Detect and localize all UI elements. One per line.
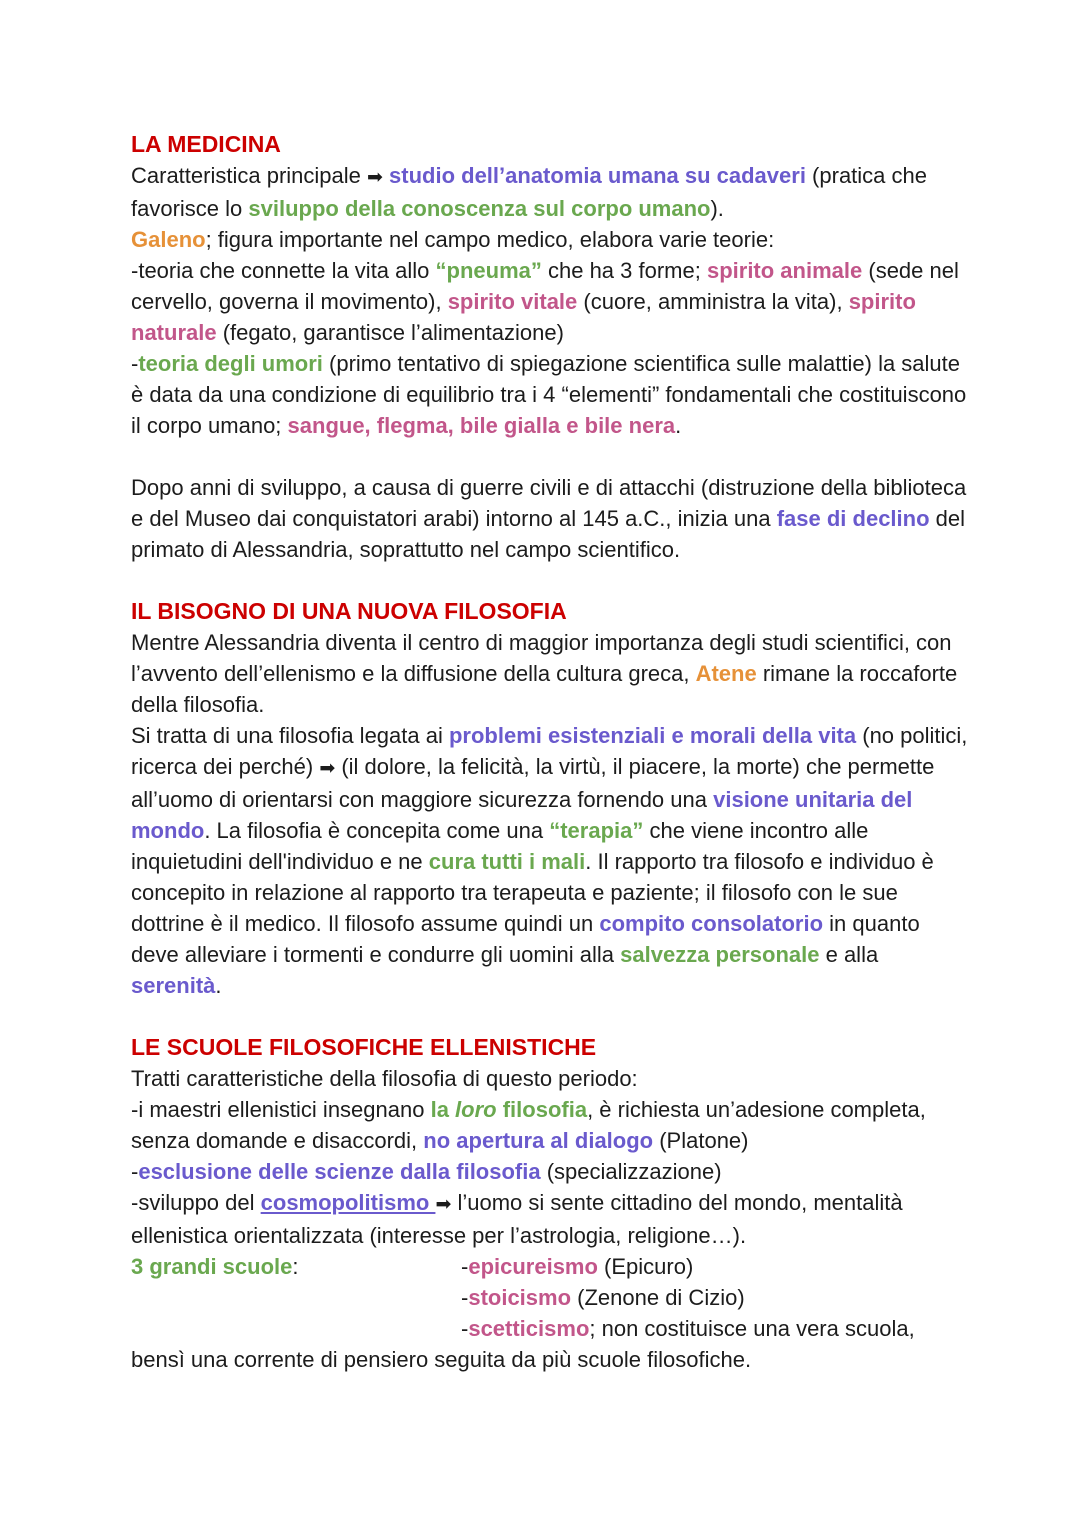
highlight-pneuma: “pneuma” [435,258,542,283]
text: Si tratta di una filosofia legata ai [131,723,449,748]
section-title-scuole: LE SCUOLE FILOSOFICHE ELLENISTICHE [131,1034,597,1060]
text: - [461,1285,469,1310]
spacer [131,1282,461,1313]
highlight-terapia: “terapia” [549,818,644,843]
paragraph-caratteristica [131,160,971,224]
text: (Platone) [653,1128,749,1153]
text: . [215,973,222,998]
paragraph-tratti: Tratti caratteristiche della filosofia di questo periodo: [131,1066,638,1091]
highlight-spirito-animale: spirito animale [706,258,863,283]
section-title-medicina: LA MEDICINA [131,131,281,157]
highlight-galeno: Galeno [131,227,206,252]
text: rimane la roccaforte della filosofia. [131,661,958,717]
text: e alla [819,942,879,967]
text: : [292,1254,299,1279]
text: . La filosofia è concepita come una [204,818,550,843]
text: Mentre Alessandria diventa il centro di maggior importanza degli studi scientifici, con l’avvento dell’ellenismo e la diffusione della cultura greca, [131,630,952,686]
highlight-sviluppo: sviluppo della conoscenza sul corpo umano [248,196,711,221]
text: (pratica che favorisce lo [131,163,927,221]
highlight-scetticismo: scetticismo [468,1316,590,1341]
highlight-epicureismo: epicureismo [468,1254,598,1279]
highlight-3-scuole: 3 grandi scuole [131,1254,293,1279]
spacer [131,1001,971,1032]
paragraph-alessandria [131,627,971,720]
highlight-cosmopolitismo: cosmopolitismo [260,1190,436,1215]
highlight-serenita: serenità [131,973,216,998]
highlight-cura: cura tutti i mali [428,849,586,874]
text: loro [455,1097,497,1122]
paragraph-maestri [131,1094,971,1156]
highlight-elementi: sangue, flegma, bile gialla e bile nera [287,413,676,438]
text: la [430,1097,456,1122]
paragraph-galeno [131,224,971,255]
text: filosofia [496,1097,588,1122]
document-page [131,129,971,1375]
text: in quanto deve alleviare i tormenti e condurre gli uomini alla [131,911,920,967]
highlight-problemi: problemi esistenziali e morali della vita [448,723,857,748]
schools-label [131,1251,461,1282]
text: che viene incontro alle inquietudini dell'individuo e ne [131,818,869,874]
spacer [131,565,971,596]
paragraph-umori [131,348,971,441]
highlight-dialogo: no apertura al dialogo [423,1128,654,1153]
text: l’uomo si sente cittadino del mondo, mentalità ellenistica orientalizzata (interesse per l’astrologia, religione…). [131,1190,903,1248]
text: -sviluppo del [131,1190,261,1215]
highlight-spirito-vitale: spirito vitale [447,289,578,314]
text: , è richiesta un’adesione completa, senza domande e disaccordi, [131,1097,926,1153]
text: (fegato, garantisce l’alimentazione) [216,320,564,345]
highlight-loro-filosofia [431,1097,587,1122]
text: -i maestri ellenistici insegnano [131,1097,431,1122]
text: (sede nel cervello, governa il movimento), [131,258,959,314]
highlight-atene: Atene [695,661,757,686]
arrow-right-icon: ➡ [435,1193,452,1215]
school-item [461,1313,915,1344]
paragraph-terapia [131,720,971,1001]
text: - [461,1254,469,1279]
highlight-visione: visione unitaria del mondo [131,787,913,843]
arrow-right-icon: ➡ [319,757,336,779]
text: ; figura importante nel campo medico, elabora varie teorie: [205,227,775,252]
text: del primato di Alessandria, soprattutto nel campo scientifico. [131,506,966,562]
text: (cuore, amministra la vita), [577,289,849,314]
highlight-umori: teoria degli umori [138,351,323,376]
paragraph-cosmopolitismo [131,1187,971,1251]
text: . [675,413,682,438]
spacer [131,1313,461,1344]
text: (il dolore, la felicità, la virtù, il piacere, la morte) che permette all’uomo di orientarsi con maggiore sicurezza fornendo una [131,754,935,812]
text: (no politici, ricerca dei perché) [131,723,968,779]
highlight-stoicismo: stoicismo [468,1285,572,1310]
school-row [131,1313,971,1344]
section-title-filosofia: IL BISOGNO DI UNA NUOVA FILOSOFIA [131,598,567,624]
text: ; non costituisce una vera scuola, [589,1316,915,1341]
text: (Epicuro) [597,1254,694,1279]
school-item [461,1251,693,1282]
text: (Zenone di Cizio) [571,1285,745,1310]
highlight-salvezza: salvezza personale [620,942,820,967]
text: . Il rapporto tra filosofo e individuo è concepito in relazione al rapporto tra terapeuta e paziente; il filosofo con le sue dottrine è il medico. Il filosofo assume quindi un [131,849,934,936]
text: - [131,351,139,376]
text: ). [710,196,724,221]
highlight-consolatorio: compito consolatorio [599,911,824,936]
spacer [131,441,971,472]
arrow-right-icon: ➡ [366,166,383,188]
text: (specializzazione) [540,1159,722,1184]
highlight-spirito-naturale: spirito naturale [131,289,916,345]
paragraph-pneuma [131,255,971,348]
school-item [461,1282,745,1313]
text: Caratteristica principale [131,163,367,188]
text: - [131,1159,139,1184]
text: -teoria che connette la vita allo [131,258,436,283]
highlight-anatomia: studio dell’anatomia umana su cadaveri [389,163,806,188]
paragraph-esclusione [131,1156,971,1187]
paragraph-declino [131,472,971,565]
paragraph-corrente: bensì una corrente di pensiero seguita da più scuole filosofiche. [131,1347,752,1372]
text: che ha 3 forme; [541,258,707,283]
school-row [131,1282,971,1313]
highlight-declino: fase di declino [776,506,930,531]
school-row [131,1251,971,1282]
text: - [461,1316,469,1341]
highlight-esclusione: esclusione delle scienze dalla filosofia [138,1159,541,1184]
text: Dopo anni di sviluppo, a causa di guerre civili e di attacchi (distruzione della biblioteca e del Museo dai conquistatori arabi) intorno al 145 a.C., inizia una [131,475,967,531]
text: (primo tentativo di spiegazione scientifica sulle malattie) la salute è data da una condizione di equilibrio tra i 4 “elementi” fondamentali che costituiscono il corpo umano; [131,351,967,438]
